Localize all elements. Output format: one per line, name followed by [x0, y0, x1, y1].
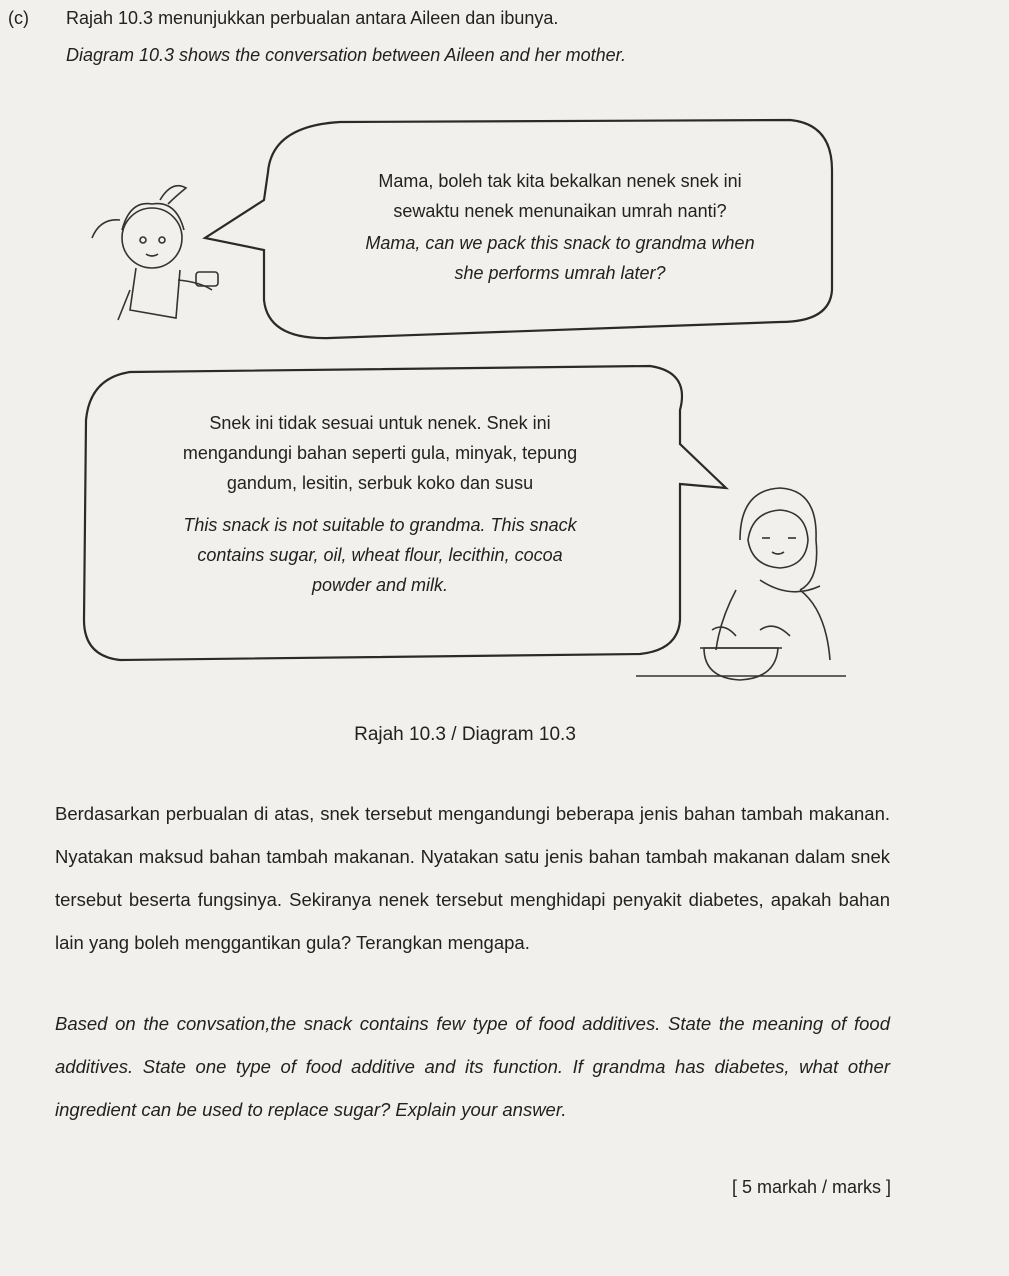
aileen-girl-illustration [92, 186, 218, 320]
aileen-speech-english [290, 228, 830, 288]
question-paragraph-malay: Berdasarkan perbualan di atas, snek tersebut mengandungi beberapa jenis bahan tambah makanan. Nyatakan maksud bahan tambah makanan. Nyatakan satu jenis bahan tambah makanan dalam snek tersebut beserta fungsinya. Sekiranya nenek tersebut menghidapi penyakit diabetes, apakah bahan lain yang boleh menggantikan gula? Terangkan mengapa. [55, 803, 890, 953]
marks-label: [ 5 markah / marks ] [731, 1177, 891, 1197]
aileen-en-line-2: she performs umrah later? [454, 263, 666, 283]
mother-speech-malay [100, 408, 660, 498]
mother-ms-line-1: Snek ini tidak sesuai untuk nenek. Snek ini [209, 413, 551, 433]
aileen-en-line-1: Mama, can we pack this snack to grandma when [365, 233, 755, 253]
aileen-ms-line-1: Mama, boleh tak kita bekalkan nenek snek ini [378, 171, 742, 191]
aileen-speech-malay [300, 166, 820, 226]
mother-speech-english [100, 510, 660, 600]
mother-ms-line-3: gandum, lesitin, serbuk koko dan susu [226, 473, 534, 493]
question-label: (c) [8, 8, 29, 28]
question-paragraph-english: Based on the convsation,the snack contains few type of food additives. State the meaning of food additives. State one type of food additive and its function. If grandma has diabetes, what other ingredient can be used to replace sugar? Explain your answer. [55, 1013, 890, 1120]
mother-en-line-1: This snack is not suitable to grandma. This snack [183, 515, 577, 535]
mother-en-line-3: powder and milk. [311, 575, 449, 595]
aileen-ms-line-2: sewaktu nenek menunaikan umrah nanti? [393, 201, 727, 221]
intro-english: Diagram 10.3 shows the conversation between Aileen and her mother. [66, 45, 626, 65]
mother-en-line-2: contains sugar, oil, wheat flour, lecithin, cocoa [197, 545, 563, 565]
intro-malay: Rajah 10.3 menunjukkan perbualan antara Aileen dan ibunya. [66, 8, 559, 28]
mother-ms-line-2: mengandungi bahan seperti gula, minyak, tepung [182, 443, 578, 463]
mother-illustration [636, 488, 846, 680]
diagram-caption: Rajah 10.3 / Diagram 10.3 [354, 724, 576, 745]
